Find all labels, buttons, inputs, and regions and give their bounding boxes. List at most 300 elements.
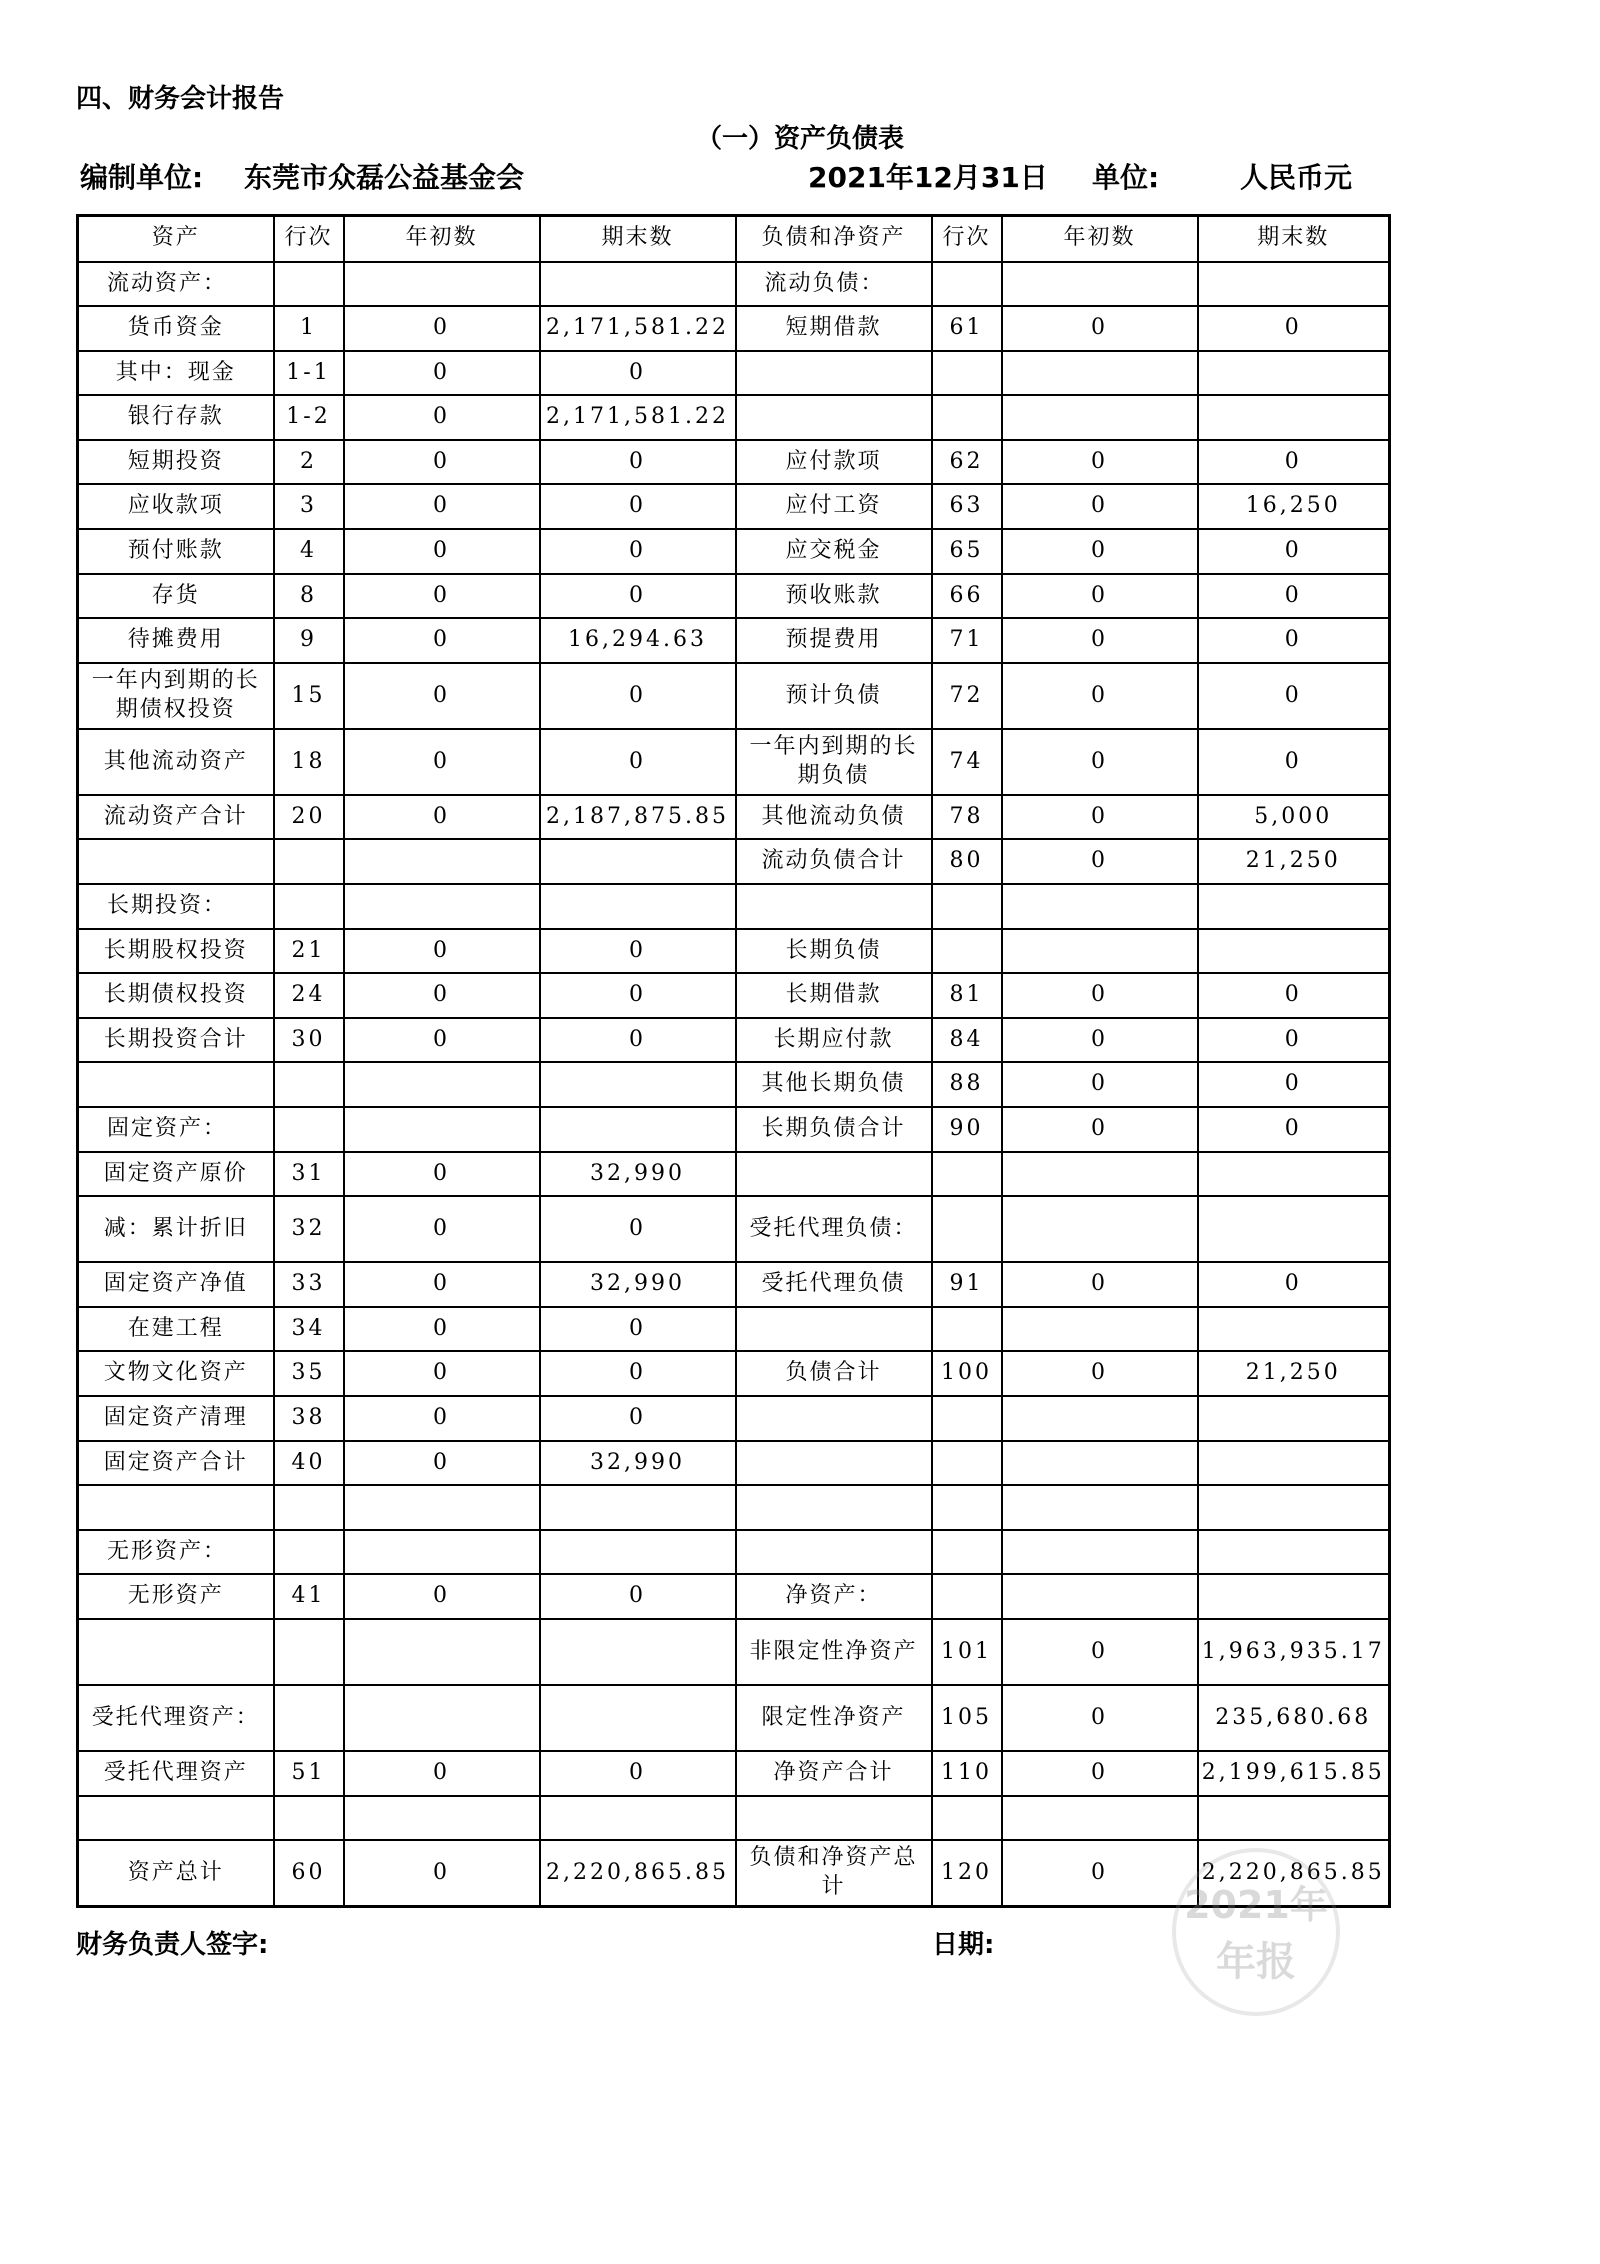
liability-end-cell: 16,250: [1198, 484, 1390, 529]
asset-end-cell: 0: [540, 973, 736, 1018]
liability-row-no-cell: 81: [932, 973, 1002, 1018]
asset-row-no-cell: [274, 1107, 344, 1152]
liability-row-no-cell: [932, 1307, 1002, 1352]
asset-end-cell: 2,187,875.85: [540, 795, 736, 840]
stamp-label: 年报: [1216, 1939, 1296, 1985]
asset-end-cell: 0: [540, 484, 736, 529]
liability-begin-cell: [1002, 262, 1198, 307]
asset-end-cell: 0: [540, 440, 736, 485]
asset-end-cell: 0: [540, 574, 736, 619]
stamp-year: 2021年: [1184, 1883, 1328, 1927]
header-liability-begin: 年初数: [1002, 216, 1198, 262]
liability-end-cell: 0: [1198, 1018, 1390, 1063]
liability-end-cell: 0: [1198, 663, 1390, 729]
liability-begin-cell: 0: [1002, 1062, 1198, 1107]
liability-name-cell: 受托代理负债：: [736, 1196, 932, 1262]
asset-begin-cell: 0: [344, 351, 540, 396]
liability-row-no-cell: 88: [932, 1062, 1002, 1107]
liability-end-cell: 21,250: [1198, 1351, 1390, 1396]
liability-name-cell: [736, 395, 932, 440]
asset-row-no-cell: [274, 1530, 344, 1575]
asset-end-cell: 2,171,581.22: [540, 395, 736, 440]
date-label: 日期:: [932, 1930, 995, 1960]
asset-row-no-cell: 18: [274, 729, 344, 795]
currency-label: 单位:: [1092, 161, 1160, 194]
asset-begin-cell: [344, 1685, 540, 1751]
asset-row-no-cell: 41: [274, 1574, 344, 1619]
asset-row-no-cell: 1: [274, 306, 344, 351]
balance-sheet-table: [76, 214, 1391, 1908]
asset-name-cell: 待摊费用: [78, 618, 274, 663]
liability-name-cell: 应付款项: [736, 440, 932, 485]
liability-name-cell: [736, 1441, 932, 1486]
asset-name-cell: 预付账款: [78, 529, 274, 574]
asset-begin-cell: [344, 1107, 540, 1152]
liability-end-cell: 2,220,865.85: [1198, 1840, 1390, 1906]
liability-begin-cell: 0: [1002, 440, 1198, 485]
asset-begin-cell: 0: [344, 1152, 540, 1197]
table-row: [78, 663, 1390, 729]
asset-name-cell: 固定资产净值: [78, 1262, 274, 1307]
liability-begin-cell: [1002, 1396, 1198, 1441]
liability-begin-cell: 0: [1002, 1619, 1198, 1685]
liability-begin-cell: 0: [1002, 484, 1198, 529]
asset-name-cell: 其他流动资产: [78, 729, 274, 795]
header-liability-end: 期末数: [1198, 216, 1390, 262]
table-row: [78, 929, 1390, 974]
liability-name-cell: [736, 1396, 932, 1441]
liability-row-no-cell: 100: [932, 1351, 1002, 1396]
asset-row-no-cell: 31: [274, 1152, 344, 1197]
asset-name-cell: 短期投资: [78, 440, 274, 485]
liability-name-cell: 其他流动负债: [736, 795, 932, 840]
liability-name-cell: 一年内到期的长期负债: [736, 729, 932, 795]
table-row: [78, 1107, 1390, 1152]
asset-row-no-cell: [274, 1062, 344, 1107]
liability-end-cell: [1198, 1441, 1390, 1486]
table-row: [78, 1619, 1390, 1685]
liability-end-cell: 0: [1198, 529, 1390, 574]
liability-name-cell: 预提费用: [736, 618, 932, 663]
liability-name-cell: 净资产合计: [736, 1751, 932, 1796]
liability-end-cell: [1198, 395, 1390, 440]
report-date: 2021年12月31日: [808, 161, 1048, 194]
liability-end-cell: 0: [1198, 1107, 1390, 1152]
asset-name-cell: 流动资产合计: [78, 795, 274, 840]
liability-begin-cell: 0: [1002, 663, 1198, 729]
liability-begin-cell: 0: [1002, 1262, 1198, 1307]
asset-row-no-cell: 1-1: [274, 351, 344, 396]
table-row: [78, 1751, 1390, 1796]
liability-name-cell: 其他长期负债: [736, 1062, 932, 1107]
liability-begin-cell: [1002, 1307, 1198, 1352]
asset-name-cell: 无形资产: [78, 1574, 274, 1619]
asset-name-cell: 受托代理资产：: [78, 1685, 274, 1751]
asset-name-cell: 文物文化资产: [78, 1351, 274, 1396]
liability-row-no-cell: 80: [932, 839, 1002, 884]
asset-name-cell: 银行存款: [78, 395, 274, 440]
liability-end-cell: 235,680.68: [1198, 1685, 1390, 1751]
asset-end-cell: 2,171,581.22: [540, 306, 736, 351]
liability-name-cell: [736, 351, 932, 396]
asset-name-cell: 其中：现金: [78, 351, 274, 396]
liability-begin-cell: 0: [1002, 795, 1198, 840]
liability-name-cell: 长期借款: [736, 973, 932, 1018]
liability-begin-cell: 0: [1002, 1685, 1198, 1751]
table-row: [78, 351, 1390, 396]
asset-begin-cell: 0: [344, 484, 540, 529]
signature-label: 财务负责人签字:: [76, 1930, 269, 1960]
liability-begin-cell: 0: [1002, 973, 1198, 1018]
liability-row-no-cell: 90: [932, 1107, 1002, 1152]
asset-begin-cell: 0: [344, 1751, 540, 1796]
liability-begin-cell: 0: [1002, 1351, 1198, 1396]
table-row: [78, 1685, 1390, 1751]
asset-begin-cell: [344, 1530, 540, 1575]
asset-begin-cell: [344, 1796, 540, 1841]
asset-begin-cell: 0: [344, 1396, 540, 1441]
liability-row-no-cell: 72: [932, 663, 1002, 729]
header-asset-row-no: 行次: [274, 216, 344, 262]
liability-row-no-cell: 105: [932, 1685, 1002, 1751]
liability-end-cell: 21,250: [1198, 839, 1390, 884]
liability-name-cell: 负债合计: [736, 1351, 932, 1396]
asset-row-no-cell: 40: [274, 1441, 344, 1486]
asset-name-cell: [78, 1796, 274, 1841]
asset-begin-cell: 0: [344, 1840, 540, 1906]
asset-end-cell: [540, 1685, 736, 1751]
table-row: [78, 574, 1390, 619]
liability-row-no-cell: 110: [932, 1751, 1002, 1796]
table-row: [78, 795, 1390, 840]
asset-name-cell: [78, 1485, 274, 1530]
asset-end-cell: 0: [540, 1751, 736, 1796]
liability-row-no-cell: [932, 1574, 1002, 1619]
asset-begin-cell: 0: [344, 1018, 540, 1063]
liability-end-cell: 0: [1198, 574, 1390, 619]
liability-begin-cell: [1002, 884, 1198, 929]
liability-row-no-cell: [932, 1796, 1002, 1841]
liability-begin-cell: [1002, 351, 1198, 396]
asset-row-no-cell: 2: [274, 440, 344, 485]
asset-end-cell: 0: [540, 729, 736, 795]
asset-begin-cell: 0: [344, 973, 540, 1018]
liability-name-cell: 长期负债: [736, 929, 932, 974]
table-row: [78, 839, 1390, 884]
asset-row-no-cell: 4: [274, 529, 344, 574]
asset-end-cell: 0: [540, 1018, 736, 1063]
liability-begin-cell: 0: [1002, 1107, 1198, 1152]
table-row: [78, 1262, 1390, 1307]
asset-end-cell: 32,990: [540, 1441, 736, 1486]
asset-begin-cell: 0: [344, 929, 540, 974]
asset-name-cell: 货币资金: [78, 306, 274, 351]
liability-name-cell: 预计负债: [736, 663, 932, 729]
asset-end-cell: 0: [540, 663, 736, 729]
liability-row-no-cell: 91: [932, 1262, 1002, 1307]
asset-end-cell: [540, 1485, 736, 1530]
asset-name-cell: 在建工程: [78, 1307, 274, 1352]
table-row: [78, 618, 1390, 663]
asset-begin-cell: [344, 1485, 540, 1530]
asset-row-no-cell: [274, 262, 344, 307]
table-row: [78, 1485, 1390, 1530]
asset-begin-cell: [344, 262, 540, 307]
asset-begin-cell: [344, 839, 540, 884]
table-row: [78, 729, 1390, 795]
liability-row-no-cell: 63: [932, 484, 1002, 529]
asset-name-cell: 应收款项: [78, 484, 274, 529]
asset-row-no-cell: 33: [274, 1262, 344, 1307]
liability-row-no-cell: [932, 1485, 1002, 1530]
liability-row-no-cell: 101: [932, 1619, 1002, 1685]
liability-begin-cell: 0: [1002, 529, 1198, 574]
asset-end-cell: [540, 839, 736, 884]
table-row: [78, 1062, 1390, 1107]
asset-row-no-cell: [274, 839, 344, 884]
liability-row-no-cell: [932, 884, 1002, 929]
asset-row-no-cell: [274, 1485, 344, 1530]
liability-name-cell: [736, 1796, 932, 1841]
liability-end-cell: [1198, 1530, 1390, 1575]
liability-begin-cell: [1002, 1196, 1198, 1262]
asset-row-no-cell: 32: [274, 1196, 344, 1262]
asset-begin-cell: 0: [344, 440, 540, 485]
liability-begin-cell: 0: [1002, 839, 1198, 884]
asset-row-no-cell: 20: [274, 795, 344, 840]
table-row: [78, 1796, 1390, 1841]
header-asset-begin: 年初数: [344, 216, 540, 262]
asset-begin-cell: 0: [344, 306, 540, 351]
asset-name-cell: 固定资产：: [78, 1107, 274, 1152]
liability-row-no-cell: 62: [932, 440, 1002, 485]
liability-row-no-cell: 120: [932, 1840, 1002, 1906]
asset-name-cell: 长期股权投资: [78, 929, 274, 974]
liability-end-cell: [1198, 1574, 1390, 1619]
liability-row-no-cell: [932, 1441, 1002, 1486]
liability-end-cell: 0: [1198, 729, 1390, 795]
liability-begin-cell: [1002, 1485, 1198, 1530]
liability-begin-cell: 0: [1002, 729, 1198, 795]
liability-row-no-cell: 74: [932, 729, 1002, 795]
asset-end-cell: 0: [540, 1196, 736, 1262]
asset-name-cell: 长期投资：: [78, 884, 274, 929]
asset-row-no-cell: 8: [274, 574, 344, 619]
liability-name-cell: 受托代理负债: [736, 1262, 932, 1307]
liability-name-cell: 净资产：: [736, 1574, 932, 1619]
table-row: [78, 484, 1390, 529]
table-row: [78, 1530, 1390, 1575]
liability-begin-cell: [1002, 929, 1198, 974]
asset-end-cell: [540, 1619, 736, 1685]
liability-row-no-cell: 84: [932, 1018, 1002, 1063]
liability-begin-cell: 0: [1002, 1751, 1198, 1796]
liability-name-cell: [736, 1530, 932, 1575]
asset-end-cell: [540, 1530, 736, 1575]
annual-report-stamp: [1172, 1848, 1340, 2016]
liability-end-cell: 2,199,615.85: [1198, 1751, 1390, 1796]
asset-begin-cell: [344, 1619, 540, 1685]
asset-end-cell: 0: [540, 351, 736, 396]
liability-begin-cell: 0: [1002, 1018, 1198, 1063]
liability-row-no-cell: [932, 1152, 1002, 1197]
liability-end-cell: [1198, 1396, 1390, 1441]
liability-row-no-cell: 61: [932, 306, 1002, 351]
liability-row-no-cell: [932, 395, 1002, 440]
asset-name-cell: 长期投资合计: [78, 1018, 274, 1063]
asset-begin-cell: 0: [344, 729, 540, 795]
document-title: （一）资产负债表: [695, 124, 904, 154]
asset-name-cell: [78, 1619, 274, 1685]
asset-end-cell: 32,990: [540, 1152, 736, 1197]
liability-name-cell: 流动负债：: [736, 262, 932, 307]
asset-begin-cell: 0: [344, 1196, 540, 1262]
asset-name-cell: 固定资产合计: [78, 1441, 274, 1486]
table-row: [78, 884, 1390, 929]
asset-row-no-cell: 34: [274, 1307, 344, 1352]
liability-name-cell: 应付工资: [736, 484, 932, 529]
asset-end-cell: 0: [540, 1351, 736, 1396]
liability-begin-cell: [1002, 1796, 1198, 1841]
liability-row-no-cell: 65: [932, 529, 1002, 574]
asset-begin-cell: 0: [344, 1262, 540, 1307]
asset-begin-cell: 0: [344, 529, 540, 574]
liability-name-cell: [736, 1152, 932, 1197]
asset-begin-cell: 0: [344, 574, 540, 619]
asset-row-no-cell: 9: [274, 618, 344, 663]
asset-row-no-cell: 3: [274, 484, 344, 529]
liability-row-no-cell: 66: [932, 574, 1002, 619]
liability-end-cell: [1198, 1196, 1390, 1262]
liability-begin-cell: [1002, 1441, 1198, 1486]
asset-begin-cell: [344, 1062, 540, 1107]
liability-name-cell: 长期负债合计: [736, 1107, 932, 1152]
table-row: [78, 1307, 1390, 1352]
asset-row-no-cell: 51: [274, 1751, 344, 1796]
liability-end-cell: 0: [1198, 973, 1390, 1018]
header-liability-row-no: 行次: [932, 216, 1002, 262]
asset-name-cell: [78, 1062, 274, 1107]
header-asset-end: 期末数: [540, 216, 736, 262]
asset-row-no-cell: 1-2: [274, 395, 344, 440]
liability-end-cell: 0: [1198, 440, 1390, 485]
liability-name-cell: 长期应付款: [736, 1018, 932, 1063]
liability-begin-cell: 0: [1002, 618, 1198, 663]
asset-row-no-cell: [274, 884, 344, 929]
liability-end-cell: [1198, 262, 1390, 307]
asset-name-cell: 流动资产：: [78, 262, 274, 307]
section-heading: 四、财务会计报告: [76, 84, 285, 114]
asset-end-cell: 0: [540, 1574, 736, 1619]
liability-end-cell: 0: [1198, 1062, 1390, 1107]
asset-end-cell: [540, 262, 736, 307]
liability-row-no-cell: [932, 1530, 1002, 1575]
asset-row-no-cell: [274, 1619, 344, 1685]
liability-end-cell: [1198, 351, 1390, 396]
liability-name-cell: 流动负债合计: [736, 839, 932, 884]
liability-begin-cell: [1002, 395, 1198, 440]
liability-name-cell: 负债和净资产总计: [736, 1840, 932, 1906]
asset-row-no-cell: [274, 1796, 344, 1841]
asset-name-cell: 受托代理资产: [78, 1751, 274, 1796]
liability-end-cell: [1198, 1152, 1390, 1197]
asset-begin-cell: 0: [344, 1307, 540, 1352]
liability-begin-cell: 0: [1002, 306, 1198, 351]
table-row: [78, 1441, 1390, 1486]
liability-end-cell: 0: [1198, 618, 1390, 663]
asset-begin-cell: 0: [344, 663, 540, 729]
currency: 人民币元: [1240, 161, 1353, 194]
liability-name-cell: 预收账款: [736, 574, 932, 619]
asset-row-no-cell: [274, 1685, 344, 1751]
asset-end-cell: 0: [540, 1396, 736, 1441]
asset-begin-cell: [344, 884, 540, 929]
liability-row-no-cell: 78: [932, 795, 1002, 840]
asset-name-cell: 减：累计折旧: [78, 1196, 274, 1262]
table-row: [78, 1351, 1390, 1396]
asset-begin-cell: 0: [344, 618, 540, 663]
asset-name-cell: 资产总计: [78, 1840, 274, 1906]
table-row: [78, 973, 1390, 1018]
asset-name-cell: 无形资产：: [78, 1530, 274, 1575]
liability-begin-cell: [1002, 1530, 1198, 1575]
liability-name-cell: [736, 884, 932, 929]
unit-label: 编制单位:: [80, 161, 204, 194]
asset-end-cell: 0: [540, 529, 736, 574]
asset-name-cell: 固定资产原价: [78, 1152, 274, 1197]
asset-end-cell: 16,294.63: [540, 618, 736, 663]
liability-name-cell: 短期借款: [736, 306, 932, 351]
liability-end-cell: [1198, 884, 1390, 929]
liability-end-cell: 0: [1198, 1262, 1390, 1307]
table-row: [78, 1152, 1390, 1197]
asset-end-cell: 2,220,865.85: [540, 1840, 736, 1906]
liability-name-cell: 限定性净资产: [736, 1685, 932, 1751]
asset-name-cell: 长期债权投资: [78, 973, 274, 1018]
asset-end-cell: 32,990: [540, 1262, 736, 1307]
liability-end-cell: [1198, 929, 1390, 974]
liability-begin-cell: 0: [1002, 574, 1198, 619]
liability-end-cell: 0: [1198, 306, 1390, 351]
asset-end-cell: [540, 1796, 736, 1841]
asset-name-cell: [78, 839, 274, 884]
liability-end-cell: [1198, 1485, 1390, 1530]
table-row: [78, 1018, 1390, 1063]
liability-name-cell: 应交税金: [736, 529, 932, 574]
asset-begin-cell: 0: [344, 1441, 540, 1486]
asset-begin-cell: 0: [344, 395, 540, 440]
asset-row-no-cell: 38: [274, 1396, 344, 1441]
asset-begin-cell: 0: [344, 1574, 540, 1619]
liability-name-cell: 非限定性净资产: [736, 1619, 932, 1685]
table-header-row: [78, 216, 1390, 262]
asset-row-no-cell: 35: [274, 1351, 344, 1396]
asset-name-cell: 存货: [78, 574, 274, 619]
asset-row-no-cell: 60: [274, 1840, 344, 1906]
table-row: [78, 1396, 1390, 1441]
asset-begin-cell: 0: [344, 1351, 540, 1396]
table-row: [78, 1574, 1390, 1619]
asset-name-cell: 固定资产清理: [78, 1396, 274, 1441]
liability-row-no-cell: [932, 929, 1002, 974]
asset-end-cell: 0: [540, 929, 736, 974]
liability-begin-cell: [1002, 1152, 1198, 1197]
liability-name-cell: [736, 1307, 932, 1352]
liability-name-cell: [736, 1485, 932, 1530]
liability-row-no-cell: 71: [932, 618, 1002, 663]
header-liability: 负债和净资产: [736, 216, 932, 262]
liability-end-cell: [1198, 1796, 1390, 1841]
